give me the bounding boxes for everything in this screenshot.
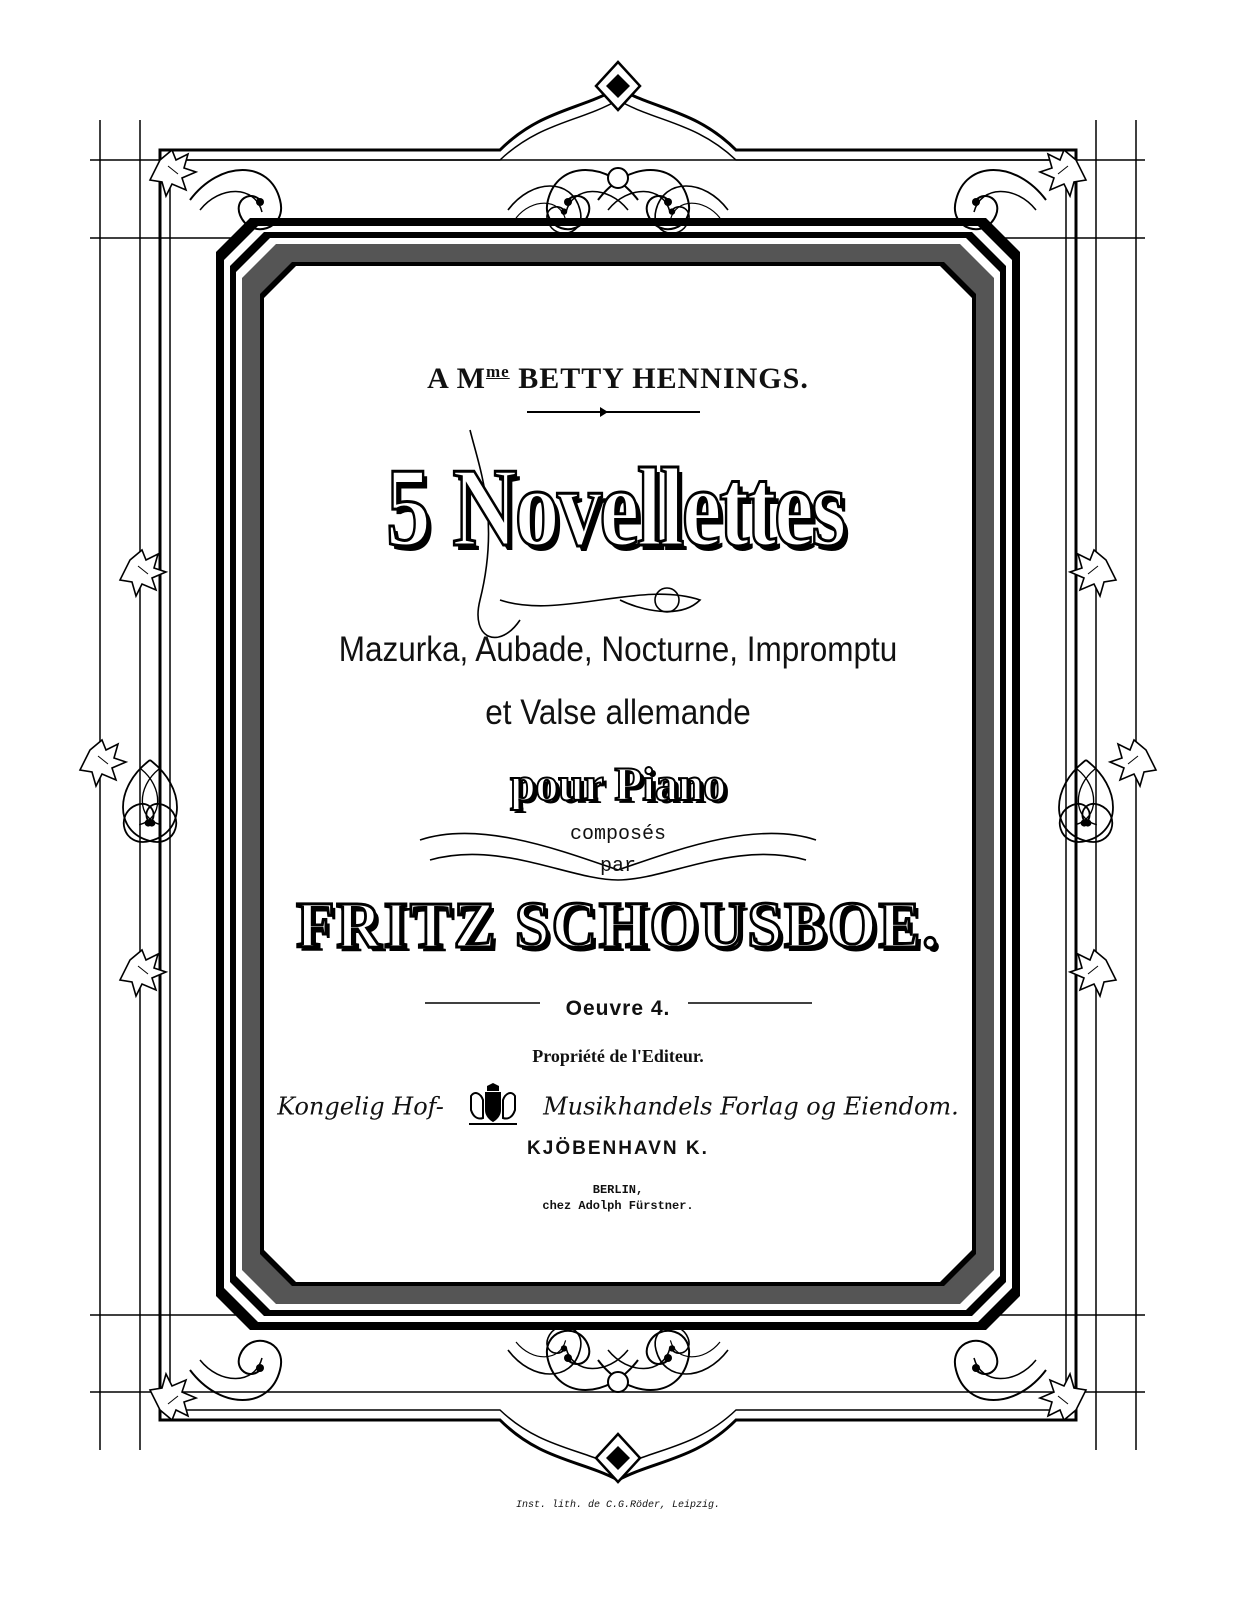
dedication-prefix: A M [427, 362, 486, 395]
city: KJÖBENHAVN K. [527, 1138, 709, 1159]
instrument: pour Piano [510, 758, 726, 811]
subtitle-line-2: et Valse allemande [485, 693, 751, 732]
berlin-line-2: chez Adolph Fürstner. [542, 1199, 694, 1213]
composed-label: composés [569, 823, 666, 846]
page-title [386, 446, 844, 570]
opus-number: Oeuvre 4. [565, 997, 671, 1020]
publisher-right: Musikhandels Forlag og Eiendom. [543, 1092, 959, 1121]
printer-credit: Inst. lith. de C.G.Röder, Leipzig. [515, 1500, 721, 1511]
subtitle-line-1: Mazurka, Aubade, Nocturne, Impromptu [338, 630, 898, 669]
composer-name: FRITZ SCHOUSBOE. [296, 889, 940, 962]
royal-crest-icon [465, 1082, 521, 1134]
publisher-left: Kongelig Hof- [277, 1092, 444, 1121]
dedication-sup: me [485, 362, 510, 381]
title-word: Novellettes [452, 446, 844, 570]
dedication-name: BETTY HENNINGS. [518, 362, 809, 395]
property-notice: Propriété de l'Editeur. [532, 1046, 704, 1066]
berlin-line-1: BERLIN, [592, 1183, 644, 1197]
publisher-line [0, 1082, 1236, 1134]
by-label: par [599, 855, 636, 878]
dedication [0, 362, 1236, 396]
title-number: 5 [386, 446, 429, 570]
